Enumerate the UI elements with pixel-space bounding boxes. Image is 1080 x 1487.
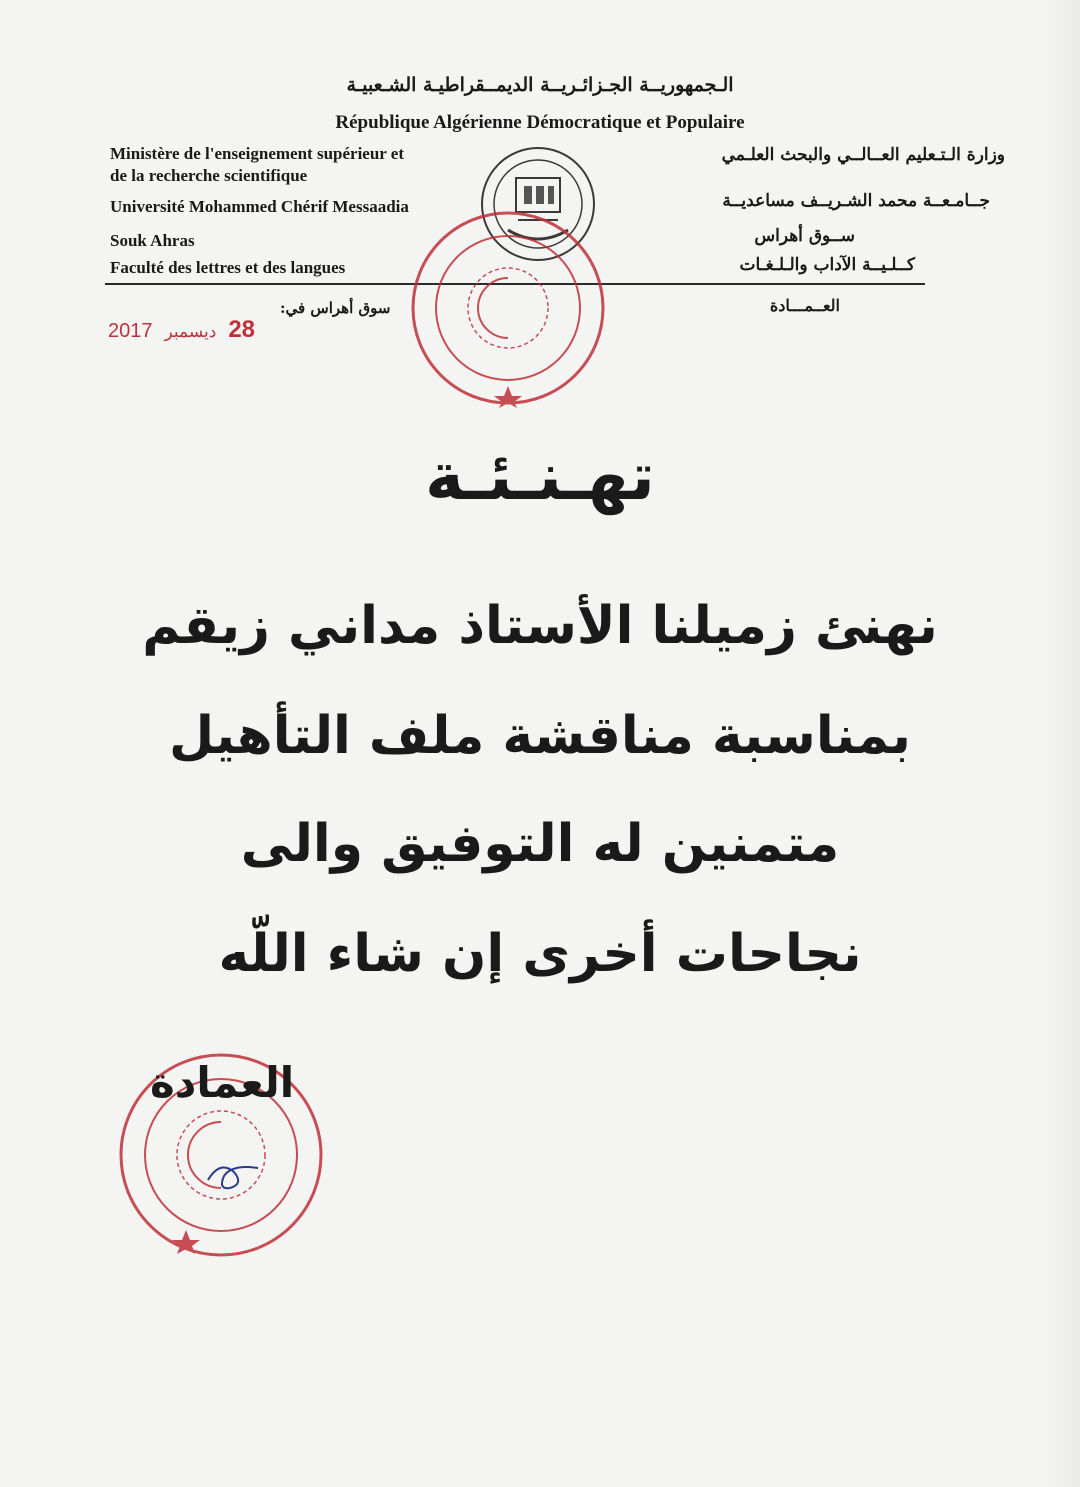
arabic-university-line: جــامـعــة محمد الشـريــف مساعديــة	[722, 191, 990, 211]
arabic-city-line: ســوق أهراس	[754, 226, 855, 246]
date-stamp	[108, 316, 255, 344]
french-university-line: Université Mohammed Chérif Messaadia	[110, 197, 409, 216]
french-republic-heading: République Algérienne Démocratique et Populaire	[335, 112, 745, 133]
document-title: تهـنـئـة	[425, 438, 655, 515]
handwritten-initial	[200, 1150, 270, 1200]
french-city-line: Souk Ahras	[110, 231, 195, 250]
body-line-2: بمناسبة مناقشة ملف التأهيل	[169, 706, 911, 766]
arabic-faculty-line: كــلـيــة الآداب والـلـغـات	[739, 255, 915, 275]
french-ministry-line-2: de la recherche scientifique	[110, 166, 308, 185]
body-line-1: نهنئ زميلنا الأستاذ مداني زيقم	[142, 596, 938, 656]
french-faculty-line: Faculté des lettres et des langues	[110, 258, 346, 277]
body-line-4: نجاحات أخرى إن شاء اللّه	[218, 924, 862, 984]
date-month: ديسمبر	[164, 322, 217, 341]
date-year: 2017	[108, 320, 153, 342]
arabic-ministry-line: وزارة الـتـعليم العــالــي والبحث العلـمي	[721, 145, 1005, 165]
arabic-republic-heading: الـجمهوريــة الجـزائـريــة الديمــقراطيـة الشـعبيـة	[346, 74, 734, 96]
deanery-label: العــمـــادة	[769, 296, 840, 315]
official-seal-stamp-top	[408, 208, 608, 408]
place-date-label: سوق أهراس في:	[280, 299, 391, 317]
body-line-3: متمنين له التوفيق والى	[240, 814, 840, 874]
signature-title: العمادة	[150, 1058, 295, 1107]
date-day: 28	[228, 316, 256, 343]
french-ministry-line-1: Ministère de l'enseignement supérieur et	[110, 144, 404, 163]
